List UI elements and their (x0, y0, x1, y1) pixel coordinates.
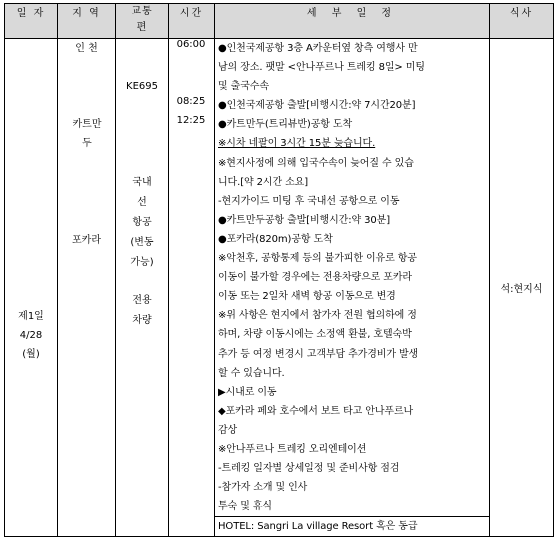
detail-line: ※현지사정에 의해 입국수속이 늦어질 수 있습 (218, 157, 414, 169)
region-pokhara: 포카라 (72, 235, 101, 246)
detail-line: 투숙 및 휴식 (218, 501, 272, 513)
detail-cell (215, 39, 490, 537)
detail-line: 하며, 차량 이동시에는 소정액 환불, 호텔숙박 (218, 329, 412, 341)
time-kathmandu-arrival: 12:25 (176, 115, 206, 126)
detail-line: ◆포카라 페와 호수에서 보트 타고 안나푸르나 (218, 405, 414, 417)
meal-cell (490, 39, 554, 537)
detail-line: 감상 (218, 424, 238, 436)
day-weekday: (월) (22, 349, 40, 360)
detail-line: 추가 등 여정 변경시 고객부담 추가경비가 발생 (218, 348, 419, 360)
detail-line: ●인천국제공항 3층 A카운터옆 창측 여행사 만 (218, 43, 418, 54)
region-incheon: 인 천 (75, 43, 98, 54)
detail-line: ●포카라(820m)공항 도착 (218, 233, 333, 245)
detail-line: 니다.[약 2시간 소요] (218, 176, 309, 188)
transport-cell (116, 39, 169, 537)
header-row (5, 4, 554, 39)
flight-number: KE695 (126, 81, 158, 92)
day-number: 제1일 (18, 311, 44, 322)
detail-line: 할 수 있습니다. (218, 367, 285, 379)
detail-line: ※안나푸르나 트레킹 오리엔테이션 (218, 443, 367, 455)
region-kathmandu: 카트만두 (72, 119, 102, 149)
detail-line: ●카트만두공항 출발[비행시간:약 30분] (218, 214, 391, 226)
header-transport: 교통편 (116, 4, 169, 39)
header-meal: 식사 (490, 4, 554, 39)
header-day: 일 자 (5, 4, 58, 39)
detail-line: ●카트만두(트리뷰반)공항 도착 (218, 119, 353, 131)
detail-line: ※시차 네팔이 3시간 15분 늦습니다. (218, 138, 376, 150)
detail-line: 이동 또는 2일차 새벽 항공 이동으로 변경 (218, 291, 396, 303)
day-row (5, 39, 554, 537)
detail-line: 및 출국수속 (218, 81, 269, 93)
time-departure-meet: 06:00 (176, 39, 206, 50)
header-time: 시간 (169, 4, 215, 39)
meal-value: 석:현지식 (500, 284, 543, 296)
vehicle-note: 전용 차량 (132, 295, 152, 326)
detail-line: ※악천후, 공항통제 등의 불가피한 이유로 항공 (218, 253, 417, 265)
day-cell (5, 39, 58, 537)
detail-line: 이동이 불가할 경우에는 전용차량으로 포카라 (218, 272, 412, 284)
hotel-line: HOTEL: Sangri La village Resort 혹은 동급 (215, 516, 489, 536)
detail-line: ※위 사항은 현지에서 참가자 전원 협의하에 정 (218, 310, 417, 322)
time-incheon-departure: 08:25 (176, 96, 206, 107)
detail-line: 남의 장소. 팻말 <안나푸르나 트레킹 8일> 미팅 (218, 62, 425, 74)
domestic-flight-note: 국내 선 항공 (변동 가능) (130, 177, 154, 268)
detail-line: -참가자 소개 및 인사 (218, 482, 308, 494)
header-detail: 세 부 일 정 (215, 4, 490, 39)
region-cell (58, 39, 116, 537)
detail-line: -현지가이드 미팅 후 국내선 공항으로 이동 (218, 195, 400, 207)
header-region: 지 역 (58, 4, 116, 39)
itinerary-table (4, 3, 554, 537)
itinerary-sheet (4, 3, 553, 531)
detail-line: ▶시내로 이동 (218, 386, 277, 398)
day-date: 4/28 (19, 330, 43, 341)
time-cell (169, 39, 215, 537)
detail-line: ●인천국제공항 출발[비행시간:약 7시간20분] (218, 100, 416, 112)
detail-line: -트레킹 일자별 상세일정 및 준비사항 점검 (218, 463, 400, 475)
